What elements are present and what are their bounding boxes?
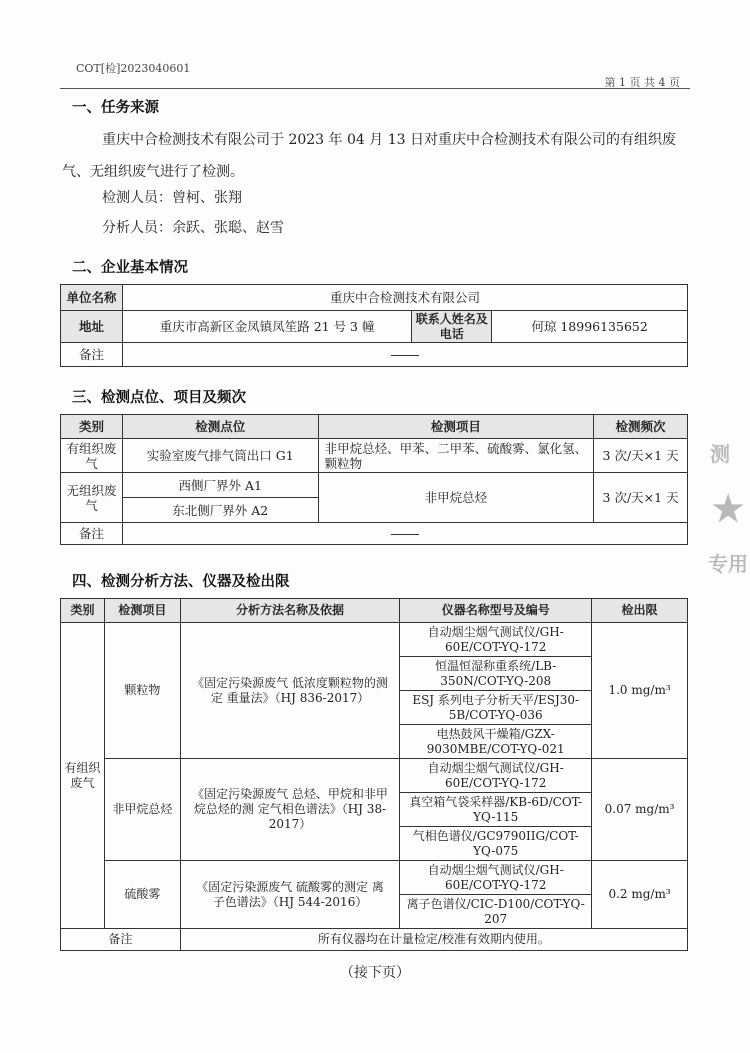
org-point: 实验室废气排气筒出口 G1 — [122, 439, 318, 473]
unit-name-label: 单位名称 — [61, 285, 123, 311]
nmhc-instrument-3: 气相色谱仪/GC9790IIG/COT-YQ-075 — [400, 827, 592, 861]
address-label: 地址 — [61, 311, 123, 343]
pm-instrument-1: 自动烟尘烟气测试仪/GH-60E/COT-YQ-172 — [400, 623, 592, 657]
unit-name-value: 重庆中合检测技术有限公司 — [122, 285, 687, 311]
sa-method: 《固定污染源废气 硫酸雾的测定 离子色谱法》（HJ 544-2016） — [180, 861, 400, 929]
pm-method: 《固定污染源废气 低浓度颗粒物的测定 重量法》（HJ 836-2017） — [180, 623, 400, 759]
sa-item: 硫酸雾 — [104, 861, 180, 929]
company-info-table — [60, 284, 688, 367]
s4-header-category: 类别 — [61, 599, 105, 623]
pm-item: 颗粒物 — [104, 623, 180, 759]
report-number: COT[检]2023040601 — [76, 62, 191, 75]
pm-instrument-3: ESJ 系列电子分析天平/ESJ30-5B/COT-YQ-036 — [400, 691, 592, 725]
stamp-text-top: 测 — [710, 442, 730, 466]
s4-header-item: 检测项目 — [104, 599, 180, 623]
s3-header-frequency: 检测频次 — [594, 415, 688, 439]
unorg-items: 非甲烷总烃 — [318, 473, 594, 523]
nmhc-method: 《固定污染源废气 总烃、甲烷和非甲烷总烃的测 定气相色谱法》（HJ 38-2017） — [180, 759, 400, 861]
unorg-frequency: 3 次/天×1 天 — [594, 473, 688, 523]
pm-instrument-4: 电热鼓风干燥箱/GZX-9030MBE/COT-YQ-021 — [400, 725, 592, 759]
page-info: 第 1 页 共 4 页 — [604, 76, 680, 89]
s4-header-limit: 检出限 — [592, 599, 688, 623]
nmhc-item: 非甲烷总烃 — [104, 759, 180, 861]
testers-line: 检测人员：曾柯、张翔 — [102, 190, 242, 206]
seal-stamp — [702, 418, 750, 588]
org-items: 非甲烷总烃、甲苯、二甲苯、硫酸雾、氯化氢、颗粒物 — [318, 439, 594, 473]
company-remark-value — [122, 343, 687, 367]
points-remark-value — [122, 523, 687, 545]
s3-header-category: 类别 — [61, 415, 123, 439]
header-divider — [60, 88, 690, 89]
contact-value: 何琼 18996135652 — [492, 311, 688, 343]
nmhc-limit: 0.07 mg/m³ — [592, 759, 688, 861]
org-category: 有组织废气 — [61, 439, 123, 473]
pm-limit: 1.0 mg/m³ — [592, 623, 688, 759]
stamp-text-bottom: 专用 — [708, 552, 748, 576]
dash-mark — [391, 534, 419, 535]
unorg-category: 无组织废气 — [61, 473, 123, 523]
s3-header-item: 检测项目 — [318, 415, 594, 439]
dash-mark — [391, 355, 419, 356]
sa-instrument-1: 自动烟尘烟气测试仪/GH-60E/COT-YQ-172 — [400, 861, 592, 895]
s4-category: 有组织废气 — [61, 623, 105, 929]
methods-remark-label: 备注 — [61, 929, 181, 951]
unorg-point-2: 东北侧厂界外 A2 — [122, 498, 318, 523]
company-remark-label: 备注 — [61, 343, 123, 367]
continued-note: （接下页） — [340, 965, 410, 981]
section-1-title: 一、任务来源 — [72, 100, 159, 116]
section-2-title: 二、企业基本情况 — [72, 260, 188, 276]
monitoring-points-table — [60, 414, 688, 545]
analysts-line: 分析人员：余跃、张聪、赵雪 — [102, 220, 284, 236]
s4-header-instrument: 仪器名称型号及编号 — [400, 599, 592, 623]
nmhc-instrument-1: 自动烟尘烟气测试仪/GH-60E/COT-YQ-172 — [400, 759, 592, 793]
section-4-title: 四、检测分析方法、仪器及检出限 — [72, 574, 290, 590]
section-3-title: 三、检测点位、项目及频次 — [72, 390, 246, 406]
methods-table — [60, 598, 688, 951]
methods-remark-value: 所有仪器均在计量检定/校准有效期内使用。 — [180, 929, 687, 951]
s3-header-point: 检测点位 — [122, 415, 318, 439]
section-1-paragraph: 重庆中合检测技术有限公司于 2023 年 04 月 13 日对重庆中合检测技术有限公司的有组织废气、无组织废气进行了检测。 — [62, 132, 676, 180]
nmhc-instrument-2: 真空箱气袋采样器/KB-6D/COT-YQ-115 — [400, 793, 592, 827]
org-frequency: 3 次/天×1 天 — [594, 439, 688, 473]
s4-header-method: 分析方法名称及依据 — [180, 599, 400, 623]
pm-instrument-2: 恒温恒湿称重系统/LB-350N/COT-YQ-208 — [400, 657, 592, 691]
points-remark-label: 备注 — [61, 523, 123, 545]
sa-instrument-2: 离子色谱仪/CIC-D100/COT-YQ-207 — [400, 895, 592, 929]
address-value: 重庆市高新区金凤镇凤笙路 21 号 3 幢 — [122, 311, 411, 343]
unorg-point-1: 西侧厂界外 A1 — [122, 473, 318, 498]
star-icon: ★ — [712, 488, 745, 530]
contact-label: 联系人姓名及电话 — [412, 311, 492, 343]
sa-limit: 0.2 mg/m³ — [592, 861, 688, 929]
